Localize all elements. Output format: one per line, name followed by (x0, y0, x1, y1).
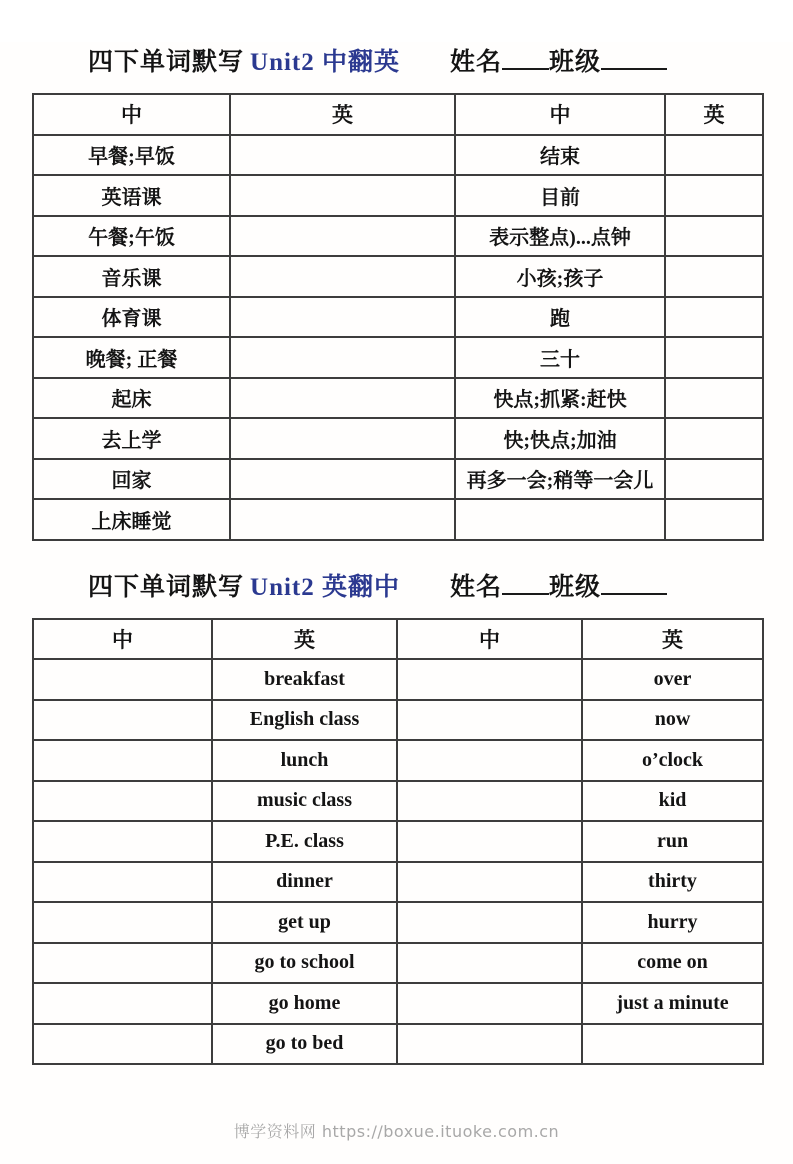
word-cell: 起床 (33, 378, 230, 419)
word-cell: 去上学 (33, 418, 230, 459)
table-row (33, 297, 763, 338)
word-cell: breakfast (212, 659, 397, 700)
column-header: 英 (230, 94, 455, 135)
word-cell: 回家 (33, 459, 230, 500)
table-row (33, 781, 763, 822)
answer-blank-cell (230, 378, 455, 419)
word-cell: 体育课 (33, 297, 230, 338)
word-cell: 小孩;孩子 (455, 256, 665, 297)
en-to-cn-table (32, 618, 764, 1066)
answer-blank-cell (397, 1024, 582, 1065)
word-cell: 表示整点)...点钟 (455, 216, 665, 257)
answer-blank-cell (397, 943, 582, 984)
answer-blank-cell (397, 781, 582, 822)
column-header: 英 (665, 94, 763, 135)
word-cell: P.E. class (212, 821, 397, 862)
table-row (33, 821, 763, 862)
table-row (33, 418, 763, 459)
answer-blank-cell (665, 378, 763, 419)
name-label: 姓名 (450, 573, 503, 601)
word-cell: hurry (582, 902, 763, 943)
title-prefix: 四下单词默写 (88, 49, 245, 76)
answer-blank-cell (230, 135, 455, 176)
name-blank-line (502, 43, 549, 70)
answer-blank-cell (665, 459, 763, 500)
answer-blank-cell (665, 135, 763, 176)
answer-blank-cell (33, 700, 212, 741)
answer-blank-cell (230, 175, 455, 216)
name-blank-line (502, 568, 549, 595)
answer-blank-cell (230, 418, 455, 459)
word-cell: come on (582, 943, 763, 984)
answer-blank-cell (665, 256, 763, 297)
table-row (33, 659, 763, 700)
answer-blank-cell (665, 337, 763, 378)
table-row (33, 337, 763, 378)
word-cell: 结束 (455, 135, 665, 176)
cn-to-en-table (32, 93, 764, 541)
word-cell: English class (212, 700, 397, 741)
word-cell: go home (212, 983, 397, 1024)
answer-blank-cell (665, 418, 763, 459)
column-header: 中 (33, 619, 212, 660)
column-header: 中 (397, 619, 582, 660)
answer-blank-cell (397, 700, 582, 741)
answer-blank-cell (33, 983, 212, 1024)
answer-blank-cell (397, 902, 582, 943)
answer-blank-cell (230, 459, 455, 500)
table-row (33, 740, 763, 781)
answer-blank-cell (665, 216, 763, 257)
answer-blank-cell (582, 1024, 763, 1065)
header-row (33, 94, 763, 135)
word-cell: over (582, 659, 763, 700)
answer-blank-cell (397, 983, 582, 1024)
word-cell: music class (212, 781, 397, 822)
table-row (33, 862, 763, 903)
word-cell: 早餐;早饭 (33, 135, 230, 176)
word-cell: 英语课 (33, 175, 230, 216)
column-header: 中 (33, 94, 230, 135)
class-label: 班级 (549, 573, 602, 601)
worksheet-title-cn-to-en (88, 42, 793, 78)
word-cell: 目前 (455, 175, 665, 216)
title-unit-label: Unit2 英翻中 (250, 573, 400, 601)
word-cell: get up (212, 902, 397, 943)
answer-blank-cell (33, 740, 212, 781)
answer-blank-cell (230, 337, 455, 378)
answer-blank-cell (455, 499, 665, 540)
answer-blank-cell (397, 740, 582, 781)
word-cell: now (582, 700, 763, 741)
answer-blank-cell (665, 175, 763, 216)
table-row (33, 378, 763, 419)
word-cell: 上床睡觉 (33, 499, 230, 540)
answer-blank-cell (33, 862, 212, 903)
table-row (33, 1024, 763, 1065)
word-cell: 午餐;午饭 (33, 216, 230, 257)
column-header: 中 (455, 94, 665, 135)
answer-blank-cell (33, 781, 212, 822)
answer-blank-cell (33, 943, 212, 984)
table-row (33, 943, 763, 984)
word-cell: go to bed (212, 1024, 397, 1065)
table-row (33, 175, 763, 216)
word-cell: 再多一会;稍等一会儿 (455, 459, 665, 500)
class-blank-line (601, 568, 667, 595)
answer-blank-cell (665, 297, 763, 338)
word-cell: just a minute (582, 983, 763, 1024)
column-header: 英 (212, 619, 397, 660)
name-class-group (450, 49, 667, 76)
column-header: 英 (582, 619, 763, 660)
title-prefix: 四下单词默写 (88, 573, 245, 601)
word-cell: 快点;抓紧:赶快 (455, 378, 665, 419)
word-cell: 跑 (455, 297, 665, 338)
word-cell: lunch (212, 740, 397, 781)
worksheet-title-en-to-cn (88, 567, 793, 603)
word-cell: run (582, 821, 763, 862)
answer-blank-cell (33, 902, 212, 943)
table-row (33, 459, 763, 500)
table-row (33, 700, 763, 741)
footer-watermark: 博学资料网 https://boxue.ituoke.com.cn (233, 1122, 560, 1141)
answer-blank-cell (397, 862, 582, 903)
answer-blank-cell (230, 256, 455, 297)
table-row (33, 983, 763, 1024)
table-row (33, 216, 763, 257)
answer-blank-cell (230, 216, 455, 257)
answer-blank-cell (397, 821, 582, 862)
word-cell: 晚餐; 正餐 (33, 337, 230, 378)
table-row (33, 256, 763, 297)
answer-blank-cell (665, 499, 763, 540)
answer-blank-cell (33, 659, 212, 700)
word-cell: 三十 (455, 337, 665, 378)
class-blank-line (601, 43, 667, 70)
name-label: 姓名 (450, 49, 503, 76)
table-row (33, 499, 763, 540)
name-class-group (450, 574, 667, 601)
answer-blank-cell (230, 499, 455, 540)
worksheet-page (0, 42, 793, 1164)
word-cell: o’clock (582, 740, 763, 781)
word-cell: thirty (582, 862, 763, 903)
class-label: 班级 (549, 49, 602, 76)
word-cell: kid (582, 781, 763, 822)
answer-blank-cell (33, 821, 212, 862)
answer-blank-cell (397, 659, 582, 700)
word-cell: go to school (212, 943, 397, 984)
table-row (33, 902, 763, 943)
table-row (33, 135, 763, 176)
word-cell: 快;快点;加油 (455, 418, 665, 459)
word-cell: 音乐课 (33, 256, 230, 297)
word-cell: dinner (212, 862, 397, 903)
title-unit-label: Unit2 中翻英 (250, 49, 400, 76)
answer-blank-cell (33, 1024, 212, 1065)
header-row (33, 619, 763, 660)
answer-blank-cell (230, 297, 455, 338)
